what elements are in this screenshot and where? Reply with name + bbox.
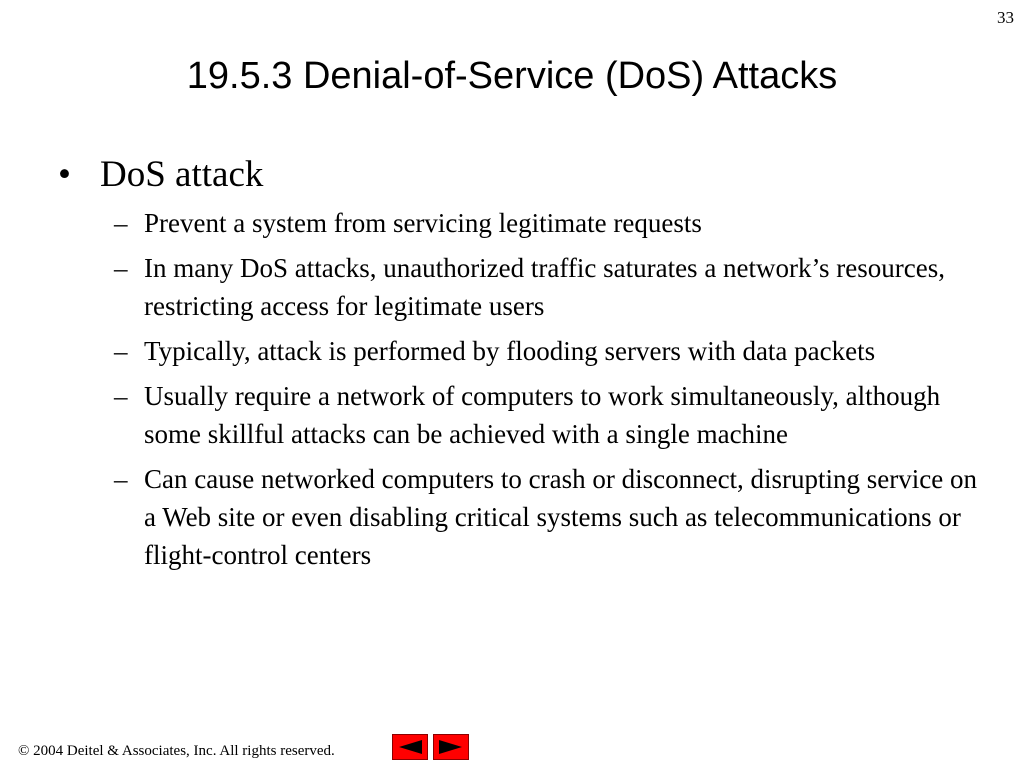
- bullet-mark: •: [58, 154, 71, 195]
- page-number: 33: [997, 8, 1014, 27]
- slide-content: [58, 152, 978, 581]
- subitem: [58, 332, 978, 370]
- previous-slide-button[interactable]: [392, 734, 428, 760]
- subitem-list: [58, 204, 978, 574]
- subitem-mark: –: [114, 208, 128, 238]
- subitem: [58, 204, 978, 242]
- subitem-text: In many DoS attacks, unauthorized traffic saturates a network’s resources, restricting access for legitimate users: [144, 253, 945, 321]
- left-arrow-icon: [395, 737, 425, 757]
- slide-title: 19.5.3 Denial-of-Service (DoS) Attacks: [186, 55, 838, 97]
- subitem-text: Prevent a system from servicing legitimate requests: [144, 208, 702, 238]
- subitem-text: Typically, attack is performed by flooding servers with data packets: [144, 336, 876, 366]
- subitem: [58, 377, 978, 453]
- subitem: [58, 249, 978, 325]
- next-slide-button[interactable]: [433, 734, 469, 760]
- right-arrow-icon: [436, 737, 466, 757]
- subitem-mark: –: [114, 464, 128, 494]
- subitem-text: Can cause networked computers to crash or disconnect, disrupting service on a Web site or even disabling critical systems such as telecommunications or flight-control centers: [144, 464, 978, 570]
- bullet-dos-attack: [58, 152, 978, 198]
- slide-navigation: [392, 734, 469, 760]
- subitem-mark: –: [114, 336, 128, 366]
- bullet-text: DoS attack: [100, 154, 264, 195]
- subitem-mark: –: [114, 381, 128, 411]
- subitem-text: Usually require a network of computers to work simultaneously, although some skillful attacks can be achieved with a single machine: [144, 381, 941, 449]
- copyright-footer: © 2004 Deitel & Associates, Inc. All rights reserved.: [18, 743, 335, 759]
- subitem-mark: –: [114, 253, 128, 283]
- subitem: [58, 460, 978, 574]
